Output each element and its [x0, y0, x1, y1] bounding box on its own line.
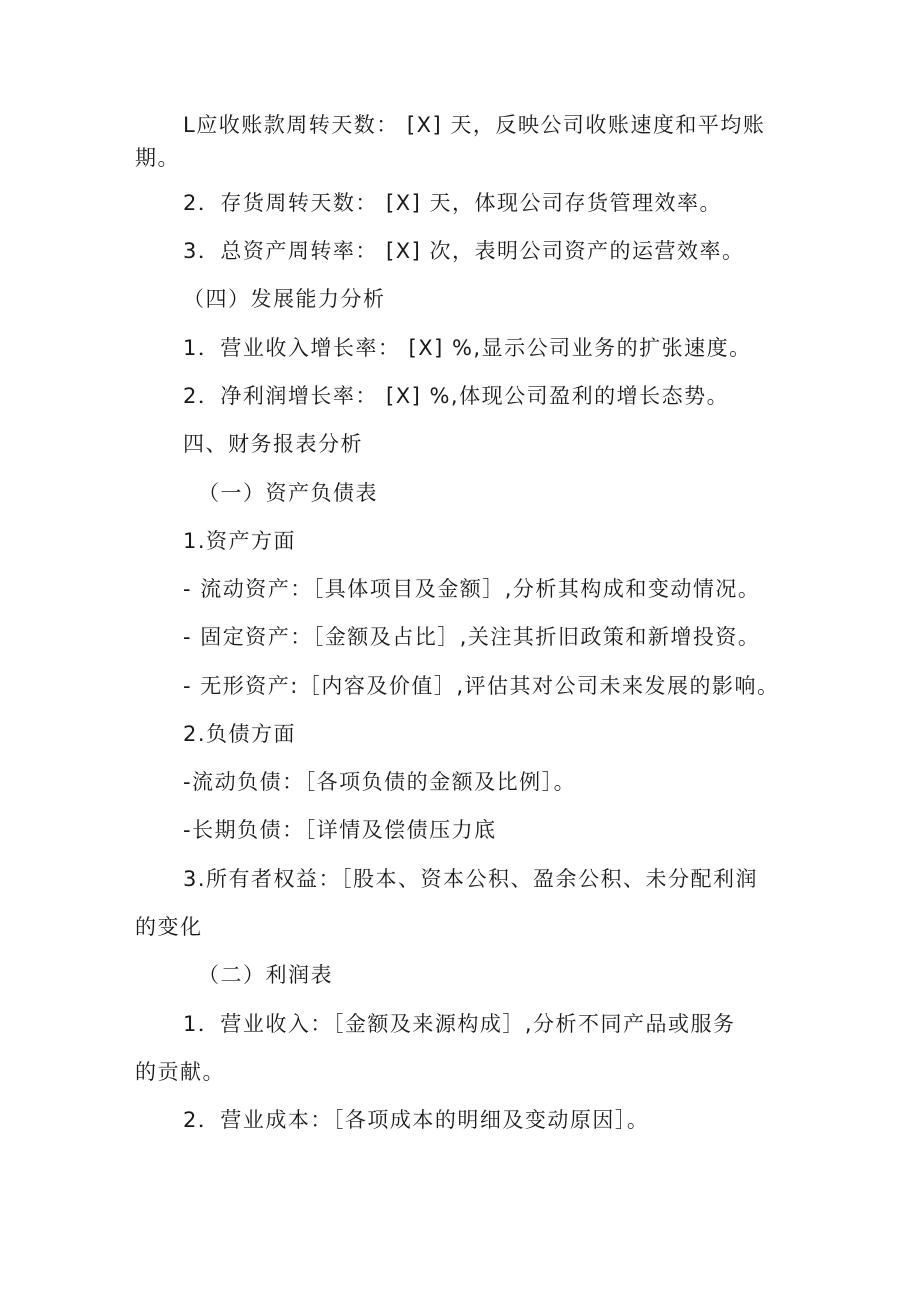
text-line-receivable-turnover: L应收账款周转天数： [X] 天，反映公司收账速度和平均账: [183, 113, 766, 137]
subsection-heading-income-statement: （二）利润表: [198, 963, 333, 987]
text-line-assets: 1.资产方面: [183, 529, 297, 553]
text-line-current-liabilities: -流动负债：［各项负债的金额及比例］。: [183, 770, 577, 794]
text-line-profit-growth: 2．净利润增长率： [X] %,体现公司盈利的增长态势。: [183, 384, 730, 408]
text-line-intangible-assets: - 无形资产:［内容及价值］,评估其对公司未来发展的影响。: [183, 674, 780, 698]
text-line-owners-equity-cont: 的变化: [135, 915, 203, 939]
text-line-inventory-turnover: 2．存货周转天数： [X] 天，体现公司存货管理效率。: [183, 191, 722, 215]
text-line-current-assets: - 流动资产：［具体项目及金额］,分析其构成和变动情况。: [183, 577, 761, 601]
text-line-asset-turnover: 3．总资产周转率： [X] 次，表明公司资产的运营效率。: [183, 239, 745, 263]
text-line-revenue-growth: 1．营业收入增长率： [X] %,显示公司业务的扩张速度。: [183, 336, 752, 360]
section-heading-growth: （四）发展能力分析: [183, 287, 386, 311]
section-heading-statements: 四、财务报表分析: [183, 432, 363, 456]
text-line-liabilities: 2.负债方面: [183, 722, 297, 746]
text-line-operating-cost: 2．营业成本：［各项成本的明细及变动原因］。: [183, 1108, 650, 1132]
text-line-long-term-liabilities: -长期负债：［详情及偿债压力底: [183, 818, 497, 842]
text-line-owners-equity: 3.所有者权益：［股本、资本公积、盈余公积、未分配利润: [183, 867, 759, 891]
text-line-operating-revenue: 1．营业收入：［金额及来源构成］,分析不同产品或服务: [183, 1012, 736, 1036]
text-line-receivable-turnover-cont: 期。: [135, 146, 180, 170]
subsection-heading-balance-sheet: （一）资产负债表: [198, 481, 378, 505]
text-line-fixed-assets: - 固定资产：［金额及占比］,关注其折旧政策和新增投资。: [183, 625, 761, 649]
text-line-operating-revenue-cont: 的贡献。: [135, 1060, 225, 1084]
